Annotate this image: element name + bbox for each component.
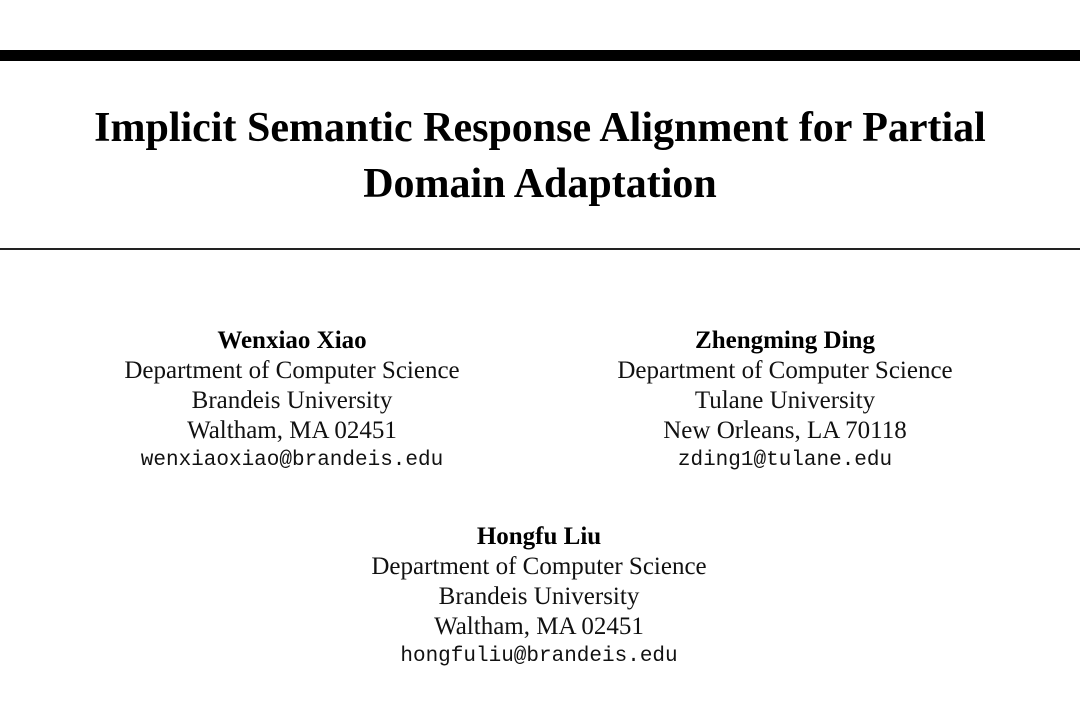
title-line-1: Implicit Semantic Response Alignment for Partial	[94, 105, 986, 151]
author-department: Department of Computer Science	[124, 357, 460, 384]
author-location: Waltham, MA 02451	[187, 417, 397, 444]
bottom-rule	[0, 248, 1080, 250]
author-block-1	[62, 326, 522, 476]
title-line-2: Domain Adaptation	[363, 161, 717, 207]
author-email: wenxiaoxiao@brandeis.edu	[140, 449, 444, 472]
author-location: New Orleans, LA 70118	[663, 417, 907, 444]
author-university: Brandeis University	[191, 387, 393, 414]
author-name: Wenxiao Xiao	[217, 327, 367, 354]
author-name: Hongfu Liu	[476, 523, 602, 550]
author-university: Tulane University	[694, 387, 876, 414]
author-email: zding1@tulane.edu	[677, 449, 893, 472]
author-location: Waltham, MA 02451	[434, 613, 644, 640]
top-rule	[0, 50, 1080, 61]
author-name: Zhengming Ding	[695, 327, 875, 354]
author-block-2	[555, 326, 1015, 476]
author-department: Department of Computer Science	[371, 553, 707, 580]
author-block-3	[309, 522, 769, 672]
author-email: hongfuliu@brandeis.edu	[400, 645, 678, 668]
author-department: Department of Computer Science	[617, 357, 953, 384]
author-university: Brandeis University	[438, 583, 640, 610]
paper-title	[0, 100, 1080, 212]
